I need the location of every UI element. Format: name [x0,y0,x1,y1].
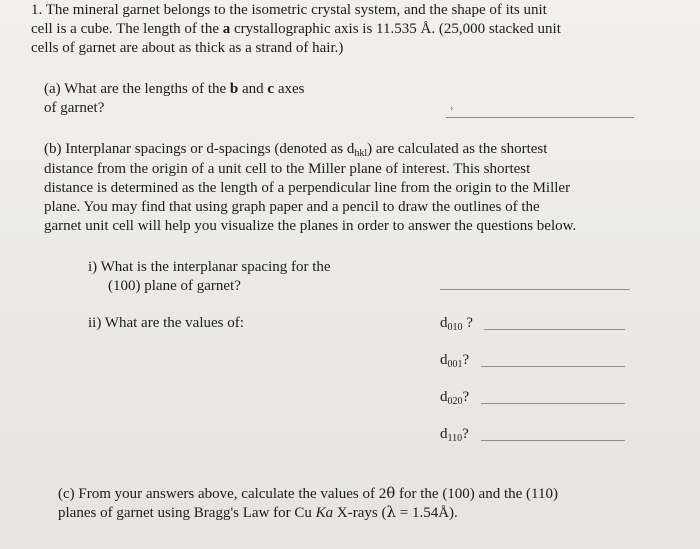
d-symbol: d [440,389,448,405]
intro-line-3 [31,39,343,58]
question-c-line-2 [58,503,458,523]
c-axis-label: c [267,81,275,97]
intro-line-2-text: cell is a cube. The length of the [31,21,223,37]
d-symbol: d [440,352,448,368]
question-c-line-1-end: for the (100) and the (110) [395,486,558,502]
question-c-line-2-text: planes of garnet using Bragg's Law for Cu [58,505,316,521]
question-c-text: (c) From your answers above, calculate the values of 2 [58,486,387,502]
answer-blank-a[interactable] [446,117,634,118]
k-alpha-label: Ka [315,505,334,521]
question-a-line-2 [44,99,104,118]
question-b-i-line-2 [108,277,241,296]
question-c-xrays: X-rays ( [333,505,387,521]
intro-line-1-text: 1. The mineral garnet belongs to the isometric crystal system, and the shape of its unit [31,2,547,18]
question-b-ii-text: ii) What are the values of: [88,315,244,331]
question-c-line-1 [58,484,558,504]
intro-line-1 [31,1,547,20]
question-a-line-1 [44,80,305,99]
answer-blank-d110[interactable] [481,440,625,441]
d-spacing-010 [440,314,473,337]
question-b-line-4 [44,198,540,217]
question-mark: ? [462,426,469,442]
intro-line-3-text: cells of garnet are about as thick as a strand of hair.) [31,40,344,56]
answer-blank-d020[interactable] [481,403,625,404]
question-b-i-line-2-text: (100) plane of garnet? [108,278,241,294]
a-axis-label: a [222,21,231,37]
answer-blank-d001[interactable] [481,366,625,367]
question-b-line-3 [44,179,570,198]
question-b-line-1-end: ) are calculated as the shortest [367,141,548,157]
d-spacing-110 [440,425,469,448]
question-a-end: axes [274,81,305,97]
question-mark: ? [462,352,470,368]
intro-line-2-end: crystallographic axis is 11.535 Å. (25,000 stacked unit [230,21,561,37]
question-a-and: and [238,81,268,97]
question-b-line-5 [44,217,576,236]
question-b-line-4-text: plane. You may find that using graph paper and a pencil to draw the outlines of the [44,199,540,215]
question-b-line-5-text: garnet unit cell will help you visualize the planes in order to answer the questions below. [44,218,577,234]
question-b-line-2 [44,160,530,179]
question-b-line-3-text: distance is determined as the length of a perpendicular line from the origin to the Miller [44,180,571,196]
b-axis-label: b [229,81,239,97]
question-b-i-line-1 [88,258,331,277]
d-010-subscript: 010 [447,322,463,333]
d-001-subscript: 001 [447,359,463,370]
question-a-text: (a) What are the lengths of the [44,81,230,97]
d-spacing-001 [440,351,469,374]
hkl-subscript: hkl [354,148,368,159]
answer-blank-d010[interactable] [484,329,625,330]
d-symbol: d [440,426,448,442]
pencil-mark: › [450,103,454,114]
intro-line-2 [31,20,561,39]
question-b-ii-label [88,314,244,333]
d-020-subscript: 020 [447,396,463,407]
question-a-line-2-text: of garnet? [44,100,105,116]
question-b-line-2-text: distance from the origin of a unit cell to the Miller plane of interest. This shortest [44,161,531,177]
lambda-symbol: λ [386,503,397,521]
question-b-text: (b) Interplanar spacings or d-spacings (denoted as d [44,141,355,157]
question-c-wavelength: = 1.54Å). [396,505,458,521]
question-b-i-text: i) What is the interplanar spacing for the [88,259,331,275]
d-110-subscript: 110 [447,433,463,444]
question-mark: ? [462,315,473,331]
answer-blank-b-i[interactable] [440,289,630,290]
theta-symbol: θ [386,484,396,502]
d-symbol: d [440,315,448,331]
question-mark: ? [462,389,470,405]
d-spacing-020 [440,388,469,411]
